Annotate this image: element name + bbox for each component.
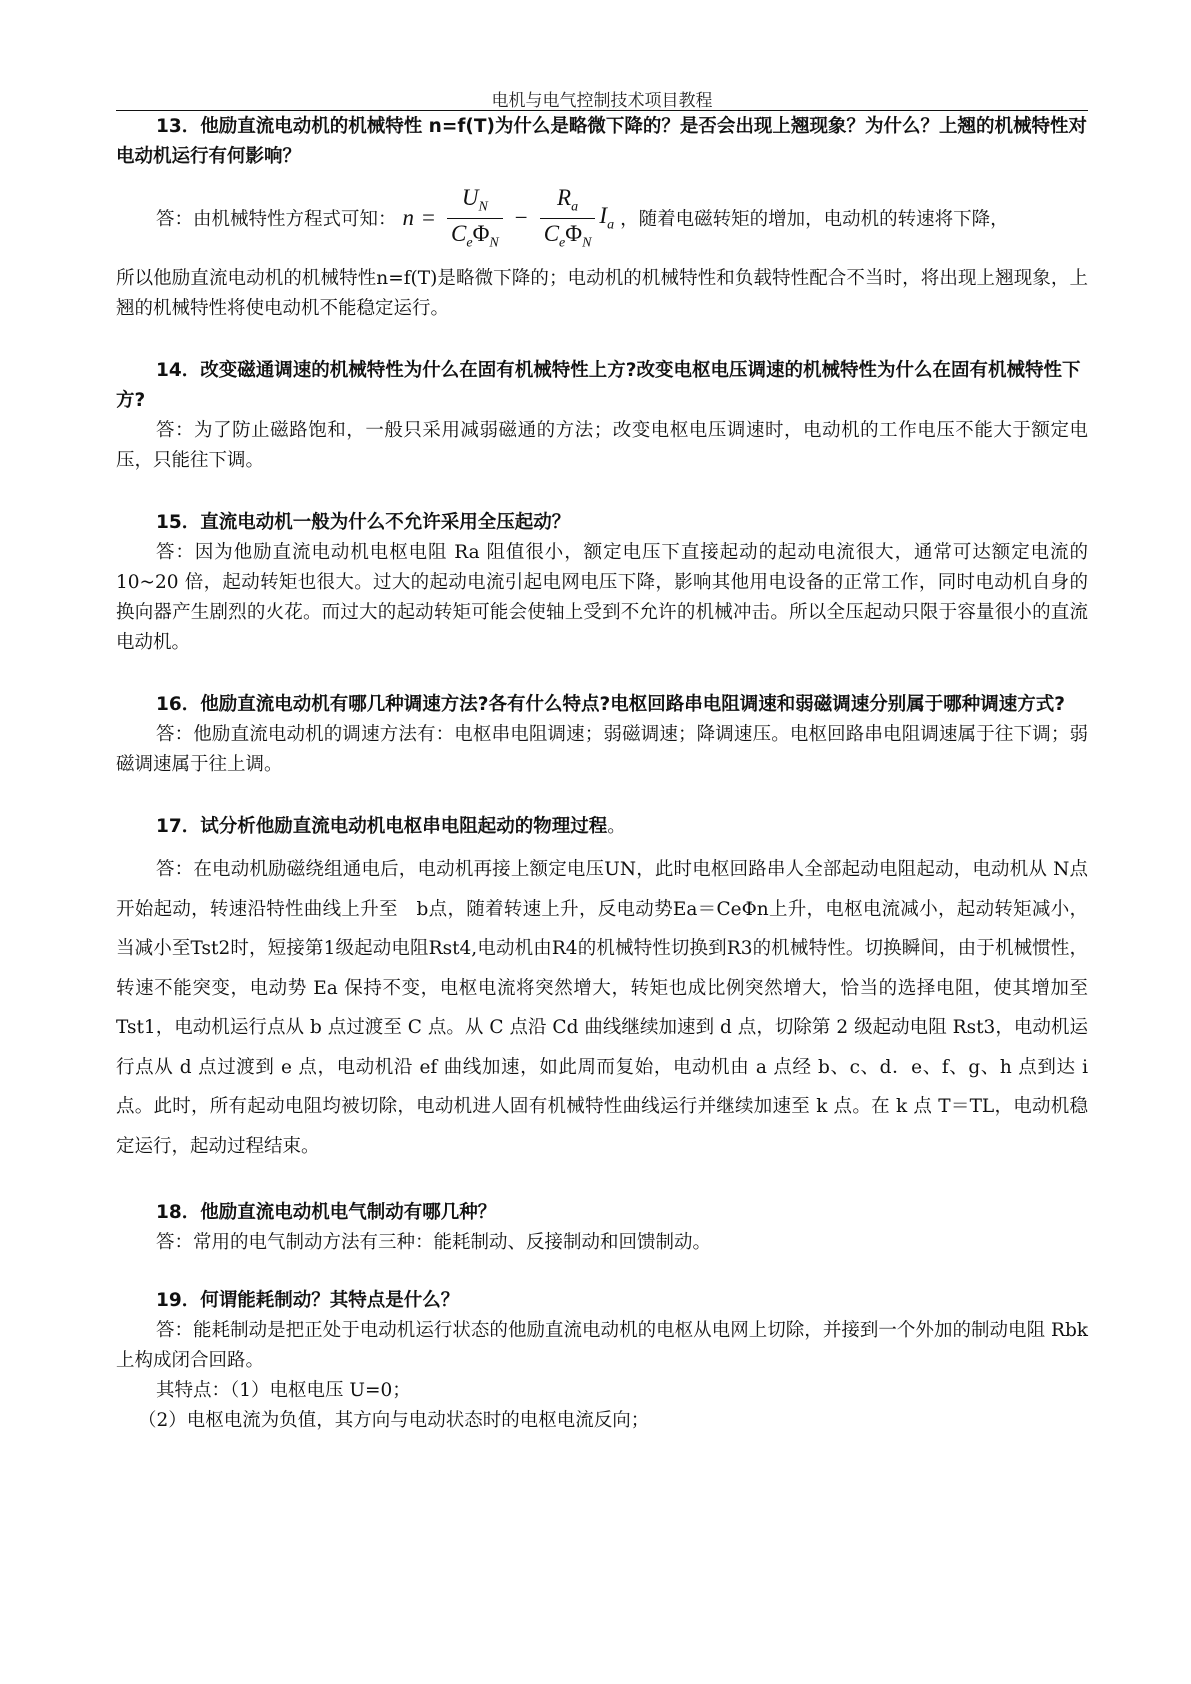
answer-15: 答：因为他励直流电动机电枢电阻 Ra 阻值很小，额定电压下直接起动的起动电流很大，通常可达额定电流的 10~20 倍，起动转矩也很大。过大的起动电流引起电网电压下降，影响其他用电设备的正常工作，同时电动机自身的换向器产生剧烈的火花。而过大的起动转矩可能会使轴上受到不允许的机械冲击。所以全压起动只限于容量很小的直流电动机。 xyxy=(116,542,1088,653)
formula-equals: = xyxy=(422,205,435,230)
answer-19-feature-2: （2）电枢电流为负值，其方向与电动状态时的电枢电流反向； xyxy=(138,1410,650,1431)
fraction-2-denominator: $C_e\Phi_N$ xyxy=(540,218,596,252)
question-18: 18．他励直流电动机电气制动有哪几种？ xyxy=(156,1202,497,1223)
question-17: 17．试分析他励直流电动机电枢串电阻起动的物理过程。 xyxy=(156,816,626,837)
document-body xyxy=(116,112,1088,1436)
question-15: 15．直流电动机一般为什么不允许采用全压起动？ xyxy=(156,512,571,533)
fraction-1-denominator: $C_e\Phi_N$ xyxy=(447,218,503,252)
question-14: 14．改变磁通调速的机械特性为什么在固有机械特性上方?改变电枢电压调速的机械特性为什么在固有机械特性下方? xyxy=(116,360,1081,411)
formula-minus: − xyxy=(514,205,528,230)
answer-13-suffix: ，随着电磁转矩的增加，电动机的转速将下降， xyxy=(620,209,1009,230)
fraction-2-numerator: $R_a$ xyxy=(557,184,579,215)
formula-fraction-2 xyxy=(540,185,596,251)
answer-17: 答：在电动机励磁绕组通电后，电动机再接上额定电压UN，此时电枢回路串人全部起动电阻起动，电动机从 N点开始起动，转速沿特性曲线上升至 b点，随着转速上升，反电动势Ea＝CeΦn上升，电枢电流减小，起动转矩减小，当减小至Tst2时，短接第1级起动电阻Rst4,电动机由R4的机械特性切换到R3的机械特性。切换瞬间，由于机械惯性，转速不能突变，电动势 Ea 保持不变，电枢电流将突然增大，转矩也成比例突然增大，恰当的选择电阻，使其增加至 Tst1，电动机运行点从 b 点过渡至 C 点。从 C 点沿 Cd 曲线继续加速到 d 点，切除第 2 级起动电阻 Rst3，电动机运行点从 d 点过渡到 e 点，电动机沿 ef 曲线加速，如此周而复始，电动机由 a 点经 b、c、d．e、f、g、h 点到达 i 点。此时，所有起动电阻均被切除，电动机进人固有机械特性曲线运行并继续加速至 k 点。在 k 点 T＝TL，电动机稳定运行，起动过程结束。 xyxy=(116,859,1088,1157)
question-16: 16．他励直流电动机有哪几种调速方法?各有什么特点?电枢回路串电阻调速和弱磁调速分别属于哪种调速方式? xyxy=(156,694,1065,715)
formula-fraction-1 xyxy=(447,185,503,251)
answer-14: 答：为了防止磁路饱和，一般只采用减弱磁通的方法；改变电枢电压调速时，电动机的工作电压不能大于额定电压，只能往下调。 xyxy=(116,420,1088,471)
answer-18: 答：常用的电气制动方法有三种：能耗制动、反接制动和回馈制动。 xyxy=(156,1232,712,1253)
answer-13-prefix: 答：由机械特性方程式可知： xyxy=(156,209,397,230)
answer-19-feature-1: 其特点：（1）电枢电压 U=0； xyxy=(156,1380,411,1401)
answer-19: 答：能耗制动是把正处于电动机运行状态的他励直流电动机的电枢从电网上切除，并接到一个外加的制动电阻 Rbk 上构成闭合回路。 xyxy=(116,1320,1088,1371)
page-header-title: 电机与电气控制技术项目教程 xyxy=(491,91,713,111)
formula-current: $I_a$ xyxy=(599,202,615,233)
answer-13-formula-line xyxy=(116,172,1088,264)
header-rule xyxy=(116,110,1088,111)
fraction-1-numerator: $U_N$ xyxy=(461,184,488,215)
mechanical-characteristic-formula xyxy=(403,185,615,251)
formula-lhs: n xyxy=(402,205,415,230)
answer-16: 答：他励直流电动机的调速方法有：电枢串电阻调速；弱磁调速；降调速压。电枢回路串电阻调速属于往下调；弱磁调速属于往上调。 xyxy=(116,724,1088,775)
question-13: 13．他励直流电动机的机械特性 n=f(T)为什么是略微下降的？是否会出现上翘现象？为什么？上翘的机械特性对电动机运行有何影响？ xyxy=(116,116,1087,167)
answer-13-rest: 所以他励直流电动机的机械特性n=f(T)是略微下降的；电动机的机械特性和负载特性配合不当时，将出现上翘现象，上翘的机械特性将使电动机不能稳定运行。 xyxy=(116,268,1088,319)
question-19: 19．何谓能耗制动？其特点是什么？ xyxy=(156,1290,460,1311)
